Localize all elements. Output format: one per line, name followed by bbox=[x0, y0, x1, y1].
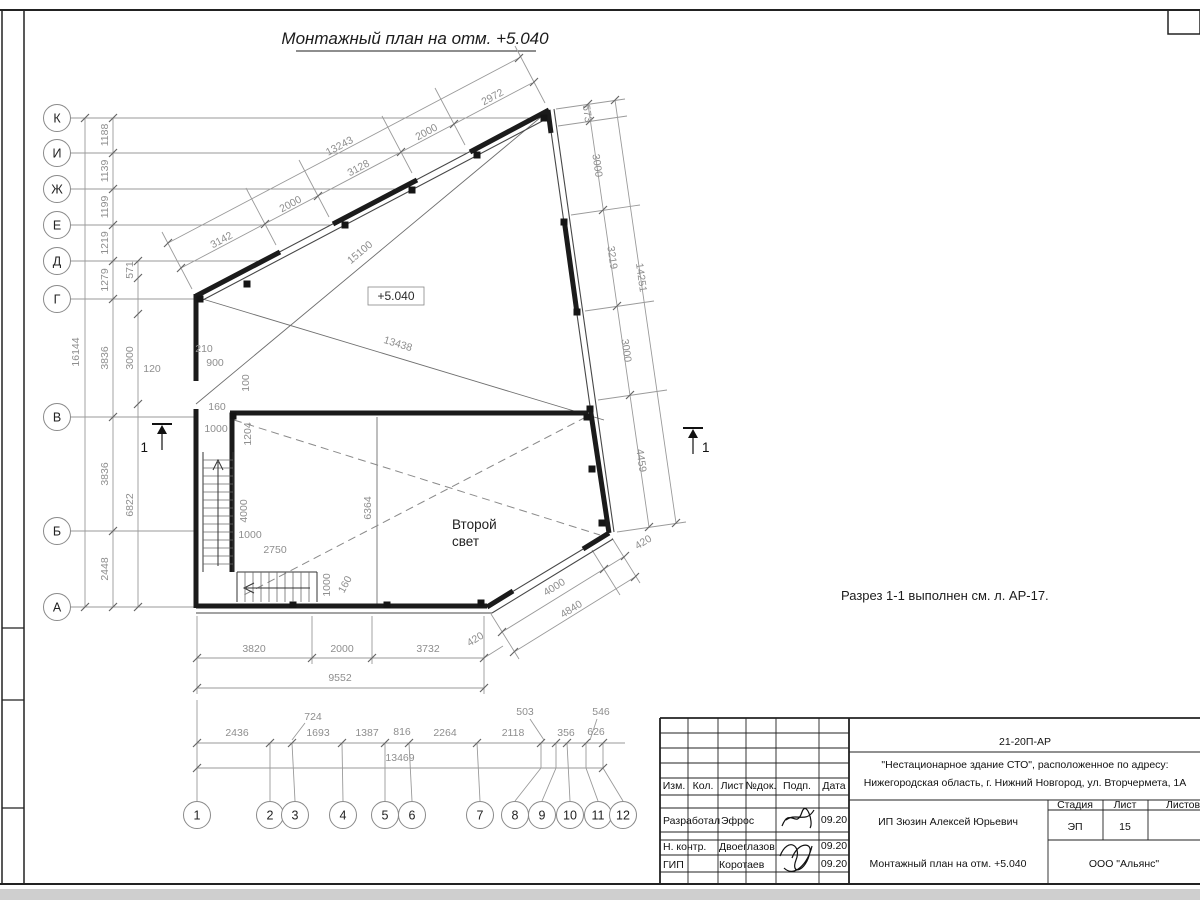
dimension-label: 3219 bbox=[604, 245, 620, 270]
col-list: Лист bbox=[720, 780, 744, 792]
svg-text:12: 12 bbox=[616, 808, 630, 823]
dimension-label: 816 bbox=[393, 726, 411, 738]
sheet-number: 15 bbox=[1119, 821, 1131, 833]
dimension-label: 1279 bbox=[99, 268, 111, 292]
dimension-label: 3820 bbox=[242, 643, 266, 655]
dimension-label: 2118 bbox=[501, 727, 525, 739]
side-stamp bbox=[2, 628, 24, 808]
dimension-label: 2000 bbox=[413, 121, 440, 144]
axis-bubble bbox=[399, 802, 426, 829]
section-mark-left bbox=[140, 424, 172, 455]
axis-bubble bbox=[610, 802, 637, 829]
dimension-label: 900 bbox=[206, 357, 224, 369]
sheet-edge-strip bbox=[0, 889, 1200, 900]
svg-text:И: И bbox=[52, 146, 62, 161]
dimension-label: 3732 bbox=[416, 643, 440, 655]
dimension-label: 16144 bbox=[70, 337, 82, 367]
svg-text:5: 5 bbox=[381, 808, 389, 823]
col-ndok: №док. bbox=[745, 780, 777, 792]
svg-text:Второй: Второй bbox=[452, 517, 497, 532]
svg-text:11: 11 bbox=[591, 808, 605, 823]
axis-bubble bbox=[184, 802, 211, 829]
dimension-label: 3836 bbox=[99, 346, 111, 370]
dimension-labels-layer bbox=[70, 86, 654, 764]
extension-lines bbox=[162, 46, 686, 740]
sheets-label: Листов bbox=[1165, 799, 1200, 811]
dimension-label: 4000 bbox=[238, 499, 250, 523]
dimension-label: 1000 bbox=[238, 529, 262, 541]
stage-value: ЭП bbox=[1067, 821, 1083, 833]
dimension-label: 160 bbox=[335, 574, 355, 596]
svg-text:свет: свет bbox=[452, 534, 480, 549]
axis-bubble bbox=[44, 140, 71, 167]
dimension-label: 1000 bbox=[321, 573, 333, 597]
axis-bubble bbox=[44, 212, 71, 239]
signature bbox=[780, 845, 812, 872]
col-podp: Подп. bbox=[783, 780, 811, 792]
dimension-label: 2750 bbox=[263, 544, 287, 556]
svg-text:7: 7 bbox=[476, 808, 484, 823]
svg-text:Д: Д bbox=[52, 254, 62, 269]
dimension-label: 210 bbox=[195, 343, 213, 355]
dimension-label: 356 bbox=[557, 727, 575, 739]
svg-text:В: В bbox=[52, 410, 62, 425]
axis-bubble bbox=[44, 594, 71, 621]
signature bbox=[782, 808, 814, 828]
staircase bbox=[203, 452, 317, 602]
dimension-label: 2000 bbox=[277, 193, 304, 216]
row-name: Эфрос bbox=[721, 815, 755, 827]
dimension-label: 13243 bbox=[323, 134, 356, 159]
dimension-label: 13469 bbox=[385, 752, 415, 764]
project-name-line2: Нижегородская область, г. Нижний Новгород, ул. Вторчермета, 1А bbox=[863, 777, 1187, 789]
dimension-label: 2972 bbox=[479, 86, 506, 109]
dimension-label: 1693 bbox=[306, 727, 330, 739]
svg-text:1: 1 bbox=[702, 440, 710, 455]
dimension-label: 420 bbox=[464, 629, 487, 650]
dimension-label: 3128 bbox=[345, 157, 372, 180]
dimension-label: 3000 bbox=[124, 346, 136, 370]
svg-text:Б: Б bbox=[52, 524, 62, 539]
row-role: Н. контр. bbox=[663, 841, 707, 853]
doc-number: 21-20П-АР bbox=[999, 736, 1051, 748]
axis-bubble bbox=[44, 286, 71, 313]
client-name: ИП Зюзин Алексей Юрьевич bbox=[878, 816, 1018, 828]
title-block bbox=[660, 718, 1200, 884]
svg-text:Ж: Ж bbox=[51, 182, 63, 197]
svg-text:4: 4 bbox=[339, 808, 347, 823]
row-date: 09.20 bbox=[820, 814, 848, 826]
dimension-label: 1000 bbox=[204, 423, 228, 435]
dimension-label: 14251 bbox=[632, 262, 649, 293]
col-kol: Кол. bbox=[692, 780, 714, 792]
col-data: Дата bbox=[822, 780, 846, 792]
svg-text:Г: Г bbox=[53, 292, 61, 307]
dimension-label: 724 bbox=[304, 711, 322, 723]
dimension-label: 160 bbox=[208, 401, 226, 413]
svg-text:10: 10 bbox=[563, 808, 577, 823]
axis-bubble bbox=[557, 802, 584, 829]
room-label bbox=[452, 517, 497, 549]
svg-text:Е: Е bbox=[52, 218, 62, 233]
axis-bubble bbox=[372, 802, 399, 829]
dimension-label: 3000 bbox=[618, 338, 634, 363]
dimension-label: 573 bbox=[579, 104, 595, 124]
svg-text:6: 6 bbox=[408, 808, 416, 823]
dimension-label: 4840 bbox=[558, 598, 585, 621]
dimension-label: 2448 bbox=[99, 557, 111, 581]
sheet-title-block: Монтажный план на отм. +5.040 bbox=[869, 858, 1027, 870]
dimension-label: 4000 bbox=[541, 576, 568, 599]
col-izm: Изм. bbox=[662, 780, 686, 792]
svg-text:А: А bbox=[52, 600, 62, 615]
dimension-label: 420 bbox=[632, 532, 655, 553]
axis-bubble bbox=[44, 404, 71, 431]
stage-label: Стадия bbox=[1057, 799, 1093, 811]
dimension-label: 6364 bbox=[362, 496, 374, 520]
drawing-title: Монтажный план на отм. +5.040 bbox=[281, 29, 549, 48]
svg-text:8: 8 bbox=[511, 808, 519, 823]
dimension-label: 13438 bbox=[382, 334, 414, 355]
row-name: Коротаев bbox=[719, 859, 765, 871]
dimension-label: 1188 bbox=[99, 123, 111, 147]
corner-stamp-box bbox=[1168, 10, 1200, 34]
dimension-label: 503 bbox=[516, 706, 534, 718]
dimension-label: 4459 bbox=[633, 448, 649, 473]
svg-text:+5.040: +5.040 bbox=[377, 289, 415, 303]
dimension-label: 3142 bbox=[208, 229, 235, 252]
dimension-label: 1199 bbox=[99, 195, 111, 219]
axis-lines-bottom bbox=[197, 700, 623, 801]
axis-bubble bbox=[44, 518, 71, 545]
dimension-label: 626 bbox=[587, 726, 605, 738]
axis-bubble bbox=[44, 105, 71, 132]
axis-bubble bbox=[257, 802, 284, 829]
axis-bubbles-layer bbox=[44, 105, 637, 829]
axis-bubble bbox=[282, 802, 309, 829]
svg-text:2: 2 bbox=[266, 808, 274, 823]
company-name: ООО "Альянс" bbox=[1088, 858, 1160, 870]
axis-bubble bbox=[44, 248, 71, 275]
dimension-label: 3000 bbox=[589, 153, 605, 178]
dimension-label: 2264 bbox=[433, 727, 457, 739]
row-date: 09.20 bbox=[820, 840, 848, 852]
svg-text:1: 1 bbox=[140, 440, 148, 455]
row-name: Двоеглазов bbox=[719, 841, 775, 853]
dimension-label: 15100 bbox=[345, 238, 376, 267]
dimension-label: 1387 bbox=[355, 727, 379, 739]
dimension-label: 6822 bbox=[124, 493, 136, 517]
svg-text:1: 1 bbox=[193, 808, 201, 823]
dimension-label: 1219 bbox=[99, 231, 111, 255]
dashed-projection-lines bbox=[234, 417, 600, 597]
dimension-label: 100 bbox=[240, 374, 252, 392]
section-note: Разрез 1-1 выполнен см. л. АР-17. bbox=[841, 588, 1049, 603]
axis-bubble bbox=[467, 802, 494, 829]
dimension-label: 3836 bbox=[99, 462, 111, 486]
svg-text:3: 3 bbox=[291, 808, 299, 823]
axis-bubble bbox=[585, 802, 612, 829]
dimension-label: 2436 bbox=[225, 727, 249, 739]
row-role: ГИП bbox=[663, 859, 684, 871]
axis-bubble bbox=[330, 802, 357, 829]
row-date: 09.20 bbox=[820, 858, 848, 870]
axis-bubble bbox=[44, 176, 71, 203]
dimension-label: 1139 bbox=[99, 159, 111, 183]
axis-bubble bbox=[502, 802, 529, 829]
project-name-line1: "Нестационарное здание СТО", расположенное по адресу: bbox=[881, 759, 1169, 771]
axis-bubble bbox=[529, 802, 556, 829]
dimension-label: 120 bbox=[143, 363, 161, 375]
sheet-label: Лист bbox=[1113, 799, 1137, 811]
elevation-mark bbox=[368, 287, 424, 305]
svg-text:К: К bbox=[53, 111, 61, 126]
row-role: Разработал bbox=[663, 815, 721, 827]
section-mark-right bbox=[683, 428, 710, 455]
svg-text:9: 9 bbox=[538, 808, 546, 823]
dimension-label: 9552 bbox=[328, 672, 352, 684]
dimension-label: 1204 bbox=[242, 422, 254, 446]
dimension-label: 546 bbox=[592, 706, 610, 718]
dimension-label: 2000 bbox=[330, 643, 354, 655]
dimension-label: 571 bbox=[124, 261, 136, 279]
